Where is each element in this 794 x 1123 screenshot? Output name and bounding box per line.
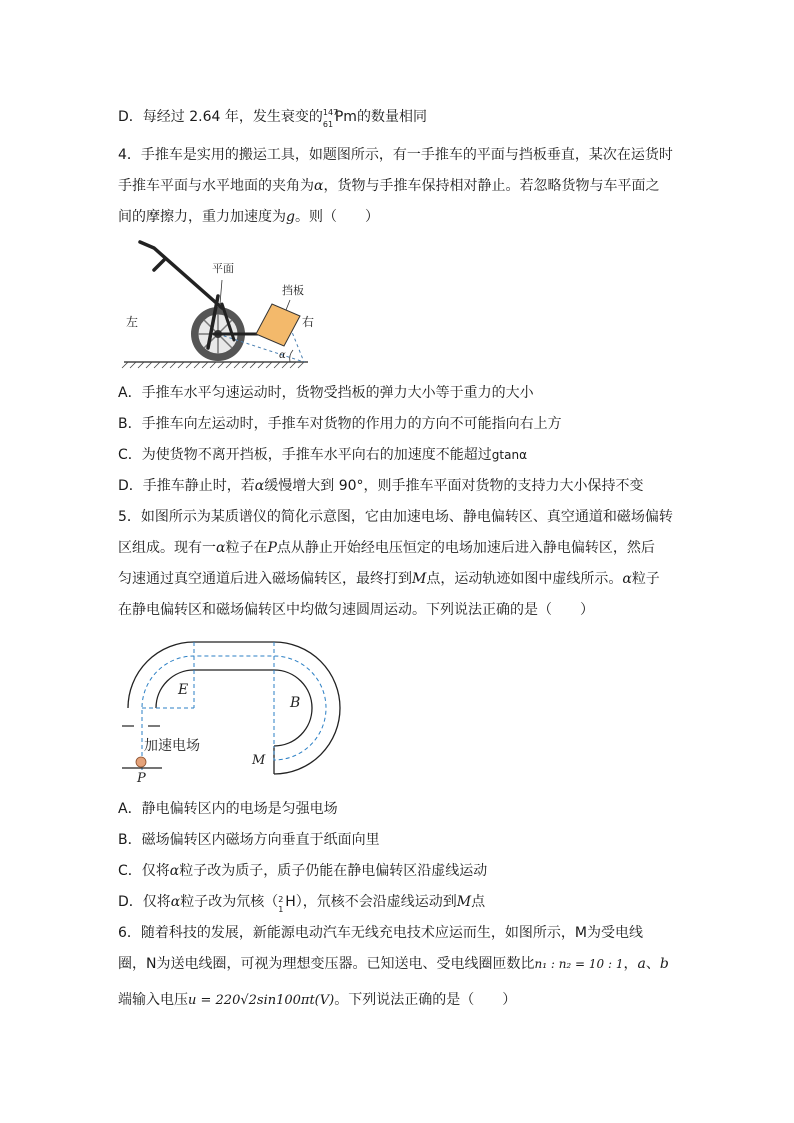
handcart-figure [118, 238, 318, 370]
magnetic-outer [274, 642, 340, 774]
label-alpha: α [279, 350, 286, 361]
cargo-box [256, 304, 300, 346]
particle [136, 757, 146, 767]
q4-stem-line2: 手推车平面与水平地面的夹角为α，货物与手推车保持相对静止。若忽略货物与车平面之 [118, 178, 660, 194]
q6-stem-line1: 6．随着科技的发展，新能源电动汽车无线充电技术应运而生，如图所示，M为受电线 [118, 925, 643, 941]
q5-stem-line4: 在静电偏转区和磁场偏转区中均做匀速圆周运动。下列说法正确的是（ ） [118, 602, 594, 618]
label-baffle: 挡板 [282, 284, 304, 297]
label-right: 右 [301, 315, 314, 329]
isotope-index: 147 61 [322, 108, 339, 129]
label-p: P [137, 771, 146, 786]
label-plane: 平面 [212, 262, 234, 275]
label-accelerating-field: 加速电场 [144, 738, 200, 754]
handle [140, 242, 222, 308]
q4-option-d: D．手推车静止时，若α缓慢增大到 90°，则手推车平面对货物的支持力大小保持不变 [118, 478, 644, 494]
q5-stem-line3: 匀速通过真空通道后进入磁场偏转区，最终打到M点，运动轨迹如图中虚线所示。α粒子 [118, 571, 660, 587]
electrostatic-outer [128, 642, 194, 708]
q6-stem-line3: 端输入电压u = 220√2sin100πt(V)。下列说法正确的是（ ） [118, 992, 517, 1008]
q5-stem-line1: 5．如图所示为某质谱仪的简化示意图，它由加速电场、静电偏转区、真空通道和磁场偏转 [118, 509, 673, 525]
q4-option-c: C．为使货物不离开挡板，手推车水平向右的加速度不能超过gtanα [118, 447, 527, 463]
q4-option-a: A．手推车水平匀速运动时，货物受挡板的弹力大小等于重力的大小 [118, 385, 534, 401]
ground-hatch [122, 362, 304, 368]
q5-option-a: A．静电偏转区内的电场是匀强电场 [118, 801, 338, 817]
label-m: M [252, 753, 266, 768]
label-left: 左 [126, 315, 139, 329]
q5-stem-line2: 区组成。现有一α粒子在P点从静止开始经电压恒定的电场加速后进入静电偏转区，然后 [118, 540, 655, 556]
q4-option-b: B．手推车向左运动时，手推车对货物的作用力的方向不可能指向右上方 [118, 416, 562, 432]
isotope-index: 2 1 [278, 895, 284, 914]
electrostatic-inner [156, 670, 194, 708]
q6-stem-line2: 圈，N为送电线圈，可视为理想变压器。已知送电、受电线圈匝数比n₁ : n₂ = 10 : 1，a、b [118, 956, 669, 972]
q5-option-c: C．仅将α粒子改为质子，质子仍能在静电偏转区沿虚线运动 [118, 863, 488, 879]
q4-stem-line3: 间的摩擦力，重力加速度为g。则（ ） [118, 209, 379, 225]
q5-option-d: D．仅将α粒子改为氘核（ 2 1 H），氘核不会沿虚线运动到M点 [118, 894, 486, 914]
mass-spectrometer-figure [118, 630, 348, 788]
label-b: B [290, 695, 301, 711]
q4-stem-line1: 4．手推车是实用的搬运工具，如题图所示，有一手推车的平面与挡板垂直，某次在运货时 [118, 147, 673, 163]
q5-option-b: B．磁场偏转区内磁场方向垂直于纸面向里 [118, 832, 380, 848]
label-e: E [178, 682, 189, 698]
q3-option-d: D．每经过 2.64 年，发生衰变的 147 61 Pm的数量相同 [118, 108, 427, 129]
